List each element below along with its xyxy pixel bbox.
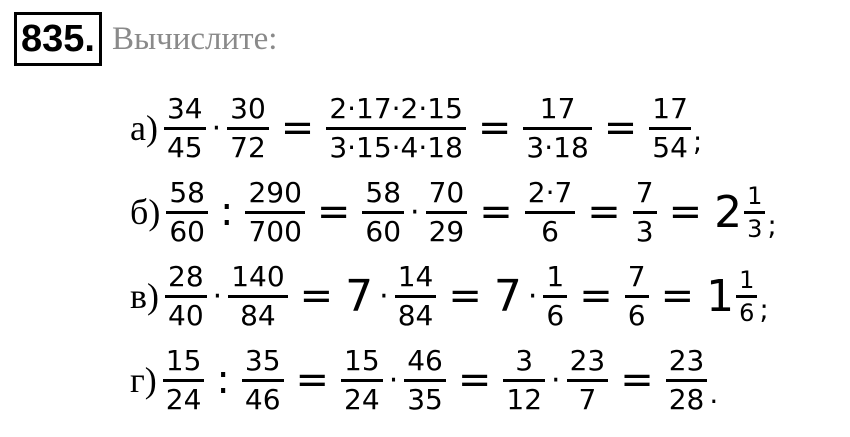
- fraction-numerator: 46: [407, 343, 443, 377]
- fraction-denominator: 6: [627, 298, 646, 332]
- fraction-bar: [404, 379, 446, 382]
- fraction: [649, 92, 691, 165]
- operator: =: [579, 273, 613, 319]
- row-label: б): [130, 192, 161, 232]
- fraction-denominator: 54: [652, 130, 688, 164]
- fraction-numerator: 1: [546, 259, 565, 293]
- fraction-bar: [543, 295, 567, 298]
- fraction: [341, 344, 383, 417]
- operator: =: [587, 189, 621, 235]
- operator: ·: [410, 194, 420, 230]
- fraction: [165, 260, 207, 333]
- fraction-numerator: 35: [244, 343, 281, 377]
- operator: =: [280, 105, 315, 151]
- fraction-numerator: 30: [230, 91, 266, 125]
- operator: ·: [212, 278, 223, 314]
- fraction-numerator: 58: [169, 175, 205, 209]
- solution-row-g: [130, 340, 718, 420]
- fraction-denominator: 35: [407, 382, 443, 416]
- exercise-instruction: Вычислите:: [111, 20, 278, 57]
- fraction-denominator: 24: [344, 382, 380, 416]
- fraction-numerator: 140: [231, 259, 285, 293]
- operator: =: [448, 273, 482, 319]
- integer: 7: [345, 270, 374, 322]
- fraction-bar: [228, 295, 287, 298]
- fraction-bar: [744, 211, 765, 214]
- fraction-numerator: 23: [668, 343, 705, 377]
- fraction: [633, 176, 657, 249]
- fraction-bar: [625, 295, 649, 298]
- fraction: [567, 344, 609, 417]
- fraction-bar: [633, 211, 657, 214]
- fraction-bar: [395, 295, 437, 298]
- fraction-bar: [245, 211, 304, 214]
- fraction-bar: [503, 379, 545, 382]
- operator: =: [316, 189, 351, 235]
- operator: =: [295, 357, 330, 403]
- fraction-bar: [341, 379, 383, 382]
- fraction-bar: [525, 211, 576, 214]
- fraction: [326, 92, 466, 165]
- fraction-denominator: 29: [428, 214, 465, 248]
- fraction: [525, 176, 576, 249]
- fraction-numerator: 14: [397, 259, 434, 293]
- fraction: [228, 260, 287, 333]
- row-terminator: .: [709, 377, 719, 410]
- fraction: [666, 344, 708, 417]
- operator: =: [620, 357, 654, 403]
- fraction-denominator: 84: [397, 298, 434, 332]
- operator: ·: [211, 110, 222, 146]
- fraction-bar: [164, 127, 206, 130]
- fraction-numerator: 1: [739, 265, 755, 294]
- fraction-denominator: 12: [506, 382, 543, 416]
- fraction-denominator: 45: [166, 130, 203, 164]
- fraction-numerator: 290: [248, 175, 302, 209]
- fraction-bar: [666, 379, 708, 382]
- fraction-bar: [326, 127, 466, 130]
- fraction-bar: [227, 127, 269, 130]
- operator: :: [219, 189, 234, 235]
- solution-row-v: [130, 256, 769, 336]
- fraction-numerator: 2·7: [527, 175, 573, 209]
- fraction: [395, 260, 437, 333]
- operator: =: [477, 105, 512, 151]
- operator: ·: [551, 362, 561, 398]
- fraction-denominator: 6: [541, 214, 559, 248]
- integer: 7: [493, 270, 522, 322]
- operator: ·: [379, 278, 389, 314]
- row-label: г): [130, 360, 157, 400]
- fraction-numerator: 34: [166, 91, 203, 125]
- operator: =: [457, 357, 492, 403]
- fraction: [404, 344, 446, 417]
- row-terminator: ;: [759, 293, 769, 326]
- exercise-number: 835.: [14, 12, 102, 66]
- fraction-bar: [163, 379, 205, 382]
- fraction-numerator: 23: [569, 343, 606, 377]
- solution-row-b: [130, 172, 777, 252]
- fraction-bar: [649, 127, 691, 130]
- fraction-numerator: 15: [344, 343, 380, 377]
- fraction: [543, 260, 567, 333]
- solution-row-a: [130, 88, 702, 168]
- fraction-denominator: 3: [635, 214, 654, 248]
- fraction: [164, 92, 206, 165]
- fraction: [242, 344, 284, 417]
- fraction-denominator: 700: [248, 214, 302, 248]
- operator: =: [668, 189, 703, 235]
- fraction-denominator: 7: [578, 382, 597, 416]
- fraction-bar: [166, 211, 208, 214]
- fraction: [625, 260, 649, 333]
- row-terminator: ;: [692, 125, 703, 158]
- fraction-numerator: 28: [168, 259, 204, 293]
- row-terminator: ;: [767, 209, 777, 242]
- fraction-numerator: 17: [539, 91, 576, 125]
- fraction-numerator: 2·17·2·15: [329, 91, 463, 125]
- fraction: [362, 176, 404, 249]
- fraction-denominator: 24: [165, 382, 202, 416]
- fraction-denominator: 28: [668, 382, 705, 416]
- fraction: [166, 176, 208, 249]
- fraction-denominator: 84: [240, 298, 276, 332]
- fraction: [736, 266, 757, 327]
- fraction: [523, 92, 591, 165]
- fraction-denominator: 3·15·4·18: [329, 130, 463, 164]
- operator: ·: [527, 278, 538, 314]
- row-label: а): [130, 108, 158, 148]
- fraction: [503, 344, 545, 417]
- mixed-whole: 1: [706, 270, 735, 322]
- operator: ·: [388, 362, 399, 398]
- operator: =: [479, 189, 513, 235]
- fraction: [426, 176, 468, 249]
- fraction-numerator: 3: [515, 343, 534, 377]
- fraction-denominator: 40: [168, 298, 204, 332]
- fraction-denominator: 6: [546, 298, 565, 332]
- fraction-bar: [736, 295, 757, 298]
- fraction-denominator: 3·18: [526, 130, 589, 164]
- fraction-denominator: 6: [739, 298, 755, 327]
- fraction-numerator: 7: [635, 175, 654, 209]
- operator: =: [603, 105, 638, 151]
- operator: :: [216, 357, 230, 403]
- fraction-denominator: 3: [747, 214, 763, 243]
- mixed-number: [714, 182, 765, 243]
- fraction-bar: [165, 295, 207, 298]
- row-label: в): [130, 276, 159, 316]
- fraction-numerator: 17: [652, 91, 688, 125]
- mixed-whole: 2: [714, 186, 743, 238]
- fraction-denominator: 72: [230, 130, 266, 164]
- fraction-bar: [242, 379, 284, 382]
- fraction: [245, 176, 304, 249]
- operator: =: [660, 273, 695, 319]
- fraction-numerator: 7: [627, 259, 646, 293]
- exercise-header: [14, 12, 277, 66]
- fraction-denominator: 60: [365, 214, 402, 248]
- fraction-numerator: 15: [165, 343, 202, 377]
- fraction-numerator: 58: [365, 175, 402, 209]
- fraction-bar: [523, 127, 591, 130]
- fraction-bar: [426, 211, 468, 214]
- fraction-bar: [567, 379, 609, 382]
- fraction-denominator: 60: [169, 214, 205, 248]
- fraction: [744, 182, 765, 243]
- fraction-bar: [362, 211, 404, 214]
- fraction-denominator: 46: [244, 382, 281, 416]
- mixed-number: [706, 266, 757, 327]
- fraction-numerator: 1: [747, 181, 763, 210]
- operator: =: [299, 273, 334, 319]
- fraction-numerator: 70: [428, 175, 465, 209]
- fraction: [227, 92, 269, 165]
- fraction: [163, 344, 205, 417]
